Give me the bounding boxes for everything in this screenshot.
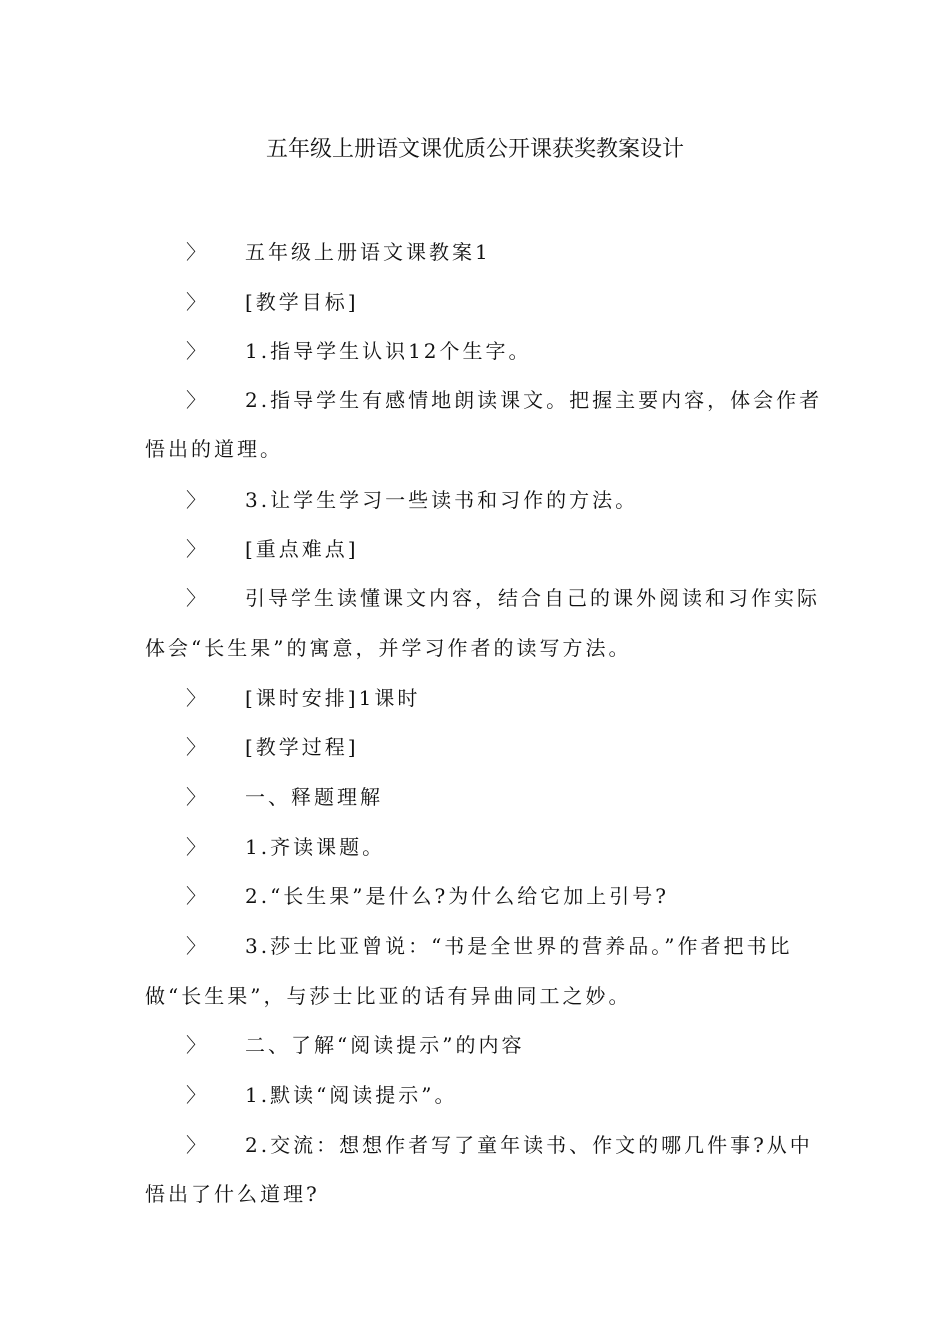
paragraph-text: 3.莎士比亚曾说：“书是全世界的营养品。”作者把书比 [245, 934, 793, 958]
paragraph-text: 2.指导学生有感情地朗读课文。把握主要内容，体会作者 [245, 388, 823, 412]
paragraph-text: 1.齐读课题。 [245, 835, 386, 859]
paragraph-text: 引导学生读懂课文内容，结合自己的课外阅读和习作实际 [245, 586, 820, 610]
bullet-arrow-icon: 〉 [186, 934, 206, 958]
paragraph-text: [教学过程] [245, 735, 359, 759]
paragraph-text: 一、释题理解 [245, 785, 383, 809]
paragraph-text: 3.让学生学习一些读书和习作的方法。 [245, 488, 639, 512]
bullet-arrow-icon: 〉 [186, 686, 206, 710]
bullet-arrow-icon: 〉 [186, 537, 206, 561]
bullet-arrow-icon: 〉 [186, 1133, 206, 1157]
bullet-arrow-icon: 〉 [186, 884, 206, 908]
bullet-arrow-icon: 〉 [186, 835, 206, 859]
bullet-arrow-icon: 〉 [186, 586, 206, 610]
paragraph-text: 2.“长生果”是什么?为什么给它加上引号? [245, 884, 669, 908]
paragraph-text: 二、了解“阅读提示”的内容 [245, 1033, 525, 1057]
bullet-arrow-icon: 〉 [186, 240, 206, 264]
paragraph-text: [重点难点] [245, 537, 359, 561]
paragraph-text: 1.默读“阅读提示”。 [245, 1083, 458, 1107]
paragraph-text: 2.交流：想想作者写了童年读书、作文的哪几件事?从中 [245, 1133, 813, 1157]
paragraph-continuation: 悟出的道理。 [145, 437, 283, 461]
bullet-arrow-icon: 〉 [186, 488, 206, 512]
bullet-arrow-icon: 〉 [186, 290, 206, 314]
paragraph-continuation: 做“长生果”，与莎士比亚的话有异曲同工之妙。 [145, 984, 632, 1008]
paragraph-continuation: 体会“长生果”的寓意，并学习作者的读写方法。 [145, 636, 632, 660]
paragraph-text: [教学目标] [245, 290, 359, 314]
paragraph-text: 五年级上册语文课教案1 [245, 240, 491, 264]
document-title: 五年级上册语文课优质公开课获奖教案设计 [265, 137, 684, 162]
bullet-arrow-icon: 〉 [186, 1083, 206, 1107]
paragraph-text: [课时安排]1课时 [245, 686, 421, 710]
bullet-arrow-icon: 〉 [186, 339, 206, 363]
bullet-arrow-icon: 〉 [186, 735, 206, 759]
bullet-arrow-icon: 〉 [186, 1033, 206, 1057]
bullet-arrow-icon: 〉 [186, 785, 206, 809]
bullet-arrow-icon: 〉 [186, 388, 206, 412]
paragraph-text: 1.指导学生认识12个生字。 [245, 339, 532, 363]
paragraph-continuation: 悟出了什么道理? [145, 1182, 320, 1206]
